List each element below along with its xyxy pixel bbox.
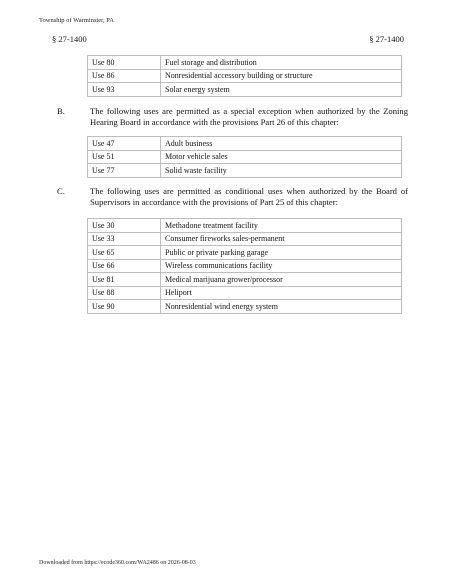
table-row bbox=[88, 69, 402, 83]
use-description: Methadone treatment facility bbox=[161, 219, 402, 233]
use-description: Wireless communications facility bbox=[161, 259, 402, 273]
use-description: Nonresidential accessory building or structure bbox=[161, 69, 402, 83]
use-description: Public or private parking garage bbox=[161, 246, 402, 260]
use-number: Use 80 bbox=[88, 56, 161, 70]
use-number: Use 30 bbox=[88, 219, 161, 233]
paragraph-letter: B. bbox=[57, 106, 65, 116]
use-number: Use 33 bbox=[88, 232, 161, 246]
use-description: Consumer fireworks sales-permanent bbox=[161, 232, 402, 246]
use-number: Use 65 bbox=[88, 246, 161, 260]
use-number: Use 81 bbox=[88, 273, 161, 287]
use-number: Use 90 bbox=[88, 300, 161, 314]
special-exception-table bbox=[87, 136, 402, 178]
table-row bbox=[88, 83, 402, 97]
paragraph-text: The following uses are permitted as a special exception when authorized by the Zoning Hearing Board in accordance with the provisions Part 26 of this chapter: bbox=[90, 106, 408, 127]
table-row bbox=[88, 232, 402, 246]
table-row bbox=[88, 164, 402, 178]
paragraph-letter: C. bbox=[57, 186, 65, 196]
use-number: Use 51 bbox=[88, 150, 161, 164]
use-number: Use 86 bbox=[88, 69, 161, 83]
use-number: Use 77 bbox=[88, 164, 161, 178]
table-row bbox=[88, 300, 402, 314]
use-number: Use 66 bbox=[88, 259, 161, 273]
township-header: Township of Warminster, PA bbox=[39, 17, 114, 24]
permitted-uses-table bbox=[87, 55, 402, 97]
table-row bbox=[88, 246, 402, 260]
section-number-right: § 27-1400 bbox=[369, 34, 404, 44]
use-description: Solar energy system bbox=[161, 83, 402, 97]
table-row bbox=[88, 219, 402, 233]
table-row bbox=[88, 56, 402, 70]
use-number: Use 93 bbox=[88, 83, 161, 97]
table-row bbox=[88, 150, 402, 164]
use-description: Fuel storage and distribution bbox=[161, 56, 402, 70]
table-row bbox=[88, 137, 402, 151]
use-description: Solid waste facility bbox=[161, 164, 402, 178]
use-number: Use 88 bbox=[88, 286, 161, 300]
use-number: Use 47 bbox=[88, 137, 161, 151]
use-description: Nonresidential wind energy system bbox=[161, 300, 402, 314]
section-number-left: § 27-1400 bbox=[52, 34, 87, 44]
paragraph-text: The following uses are permitted as conditional uses when authorized by the Board of Supervisors in accordance with the provisions of Part 25 of this chapter: bbox=[90, 186, 408, 207]
use-description: Medical marijuana grower/processor bbox=[161, 273, 402, 287]
use-description: Adult business bbox=[161, 137, 402, 151]
use-description: Heliport bbox=[161, 286, 402, 300]
use-description: Motor vehicle sales bbox=[161, 150, 402, 164]
table-row bbox=[88, 273, 402, 287]
table-row bbox=[88, 259, 402, 273]
conditional-uses-table bbox=[87, 218, 402, 314]
table-row bbox=[88, 286, 402, 300]
download-footer: Downloaded from https://ecode360.com/WA2486 on 2026-08-03 bbox=[39, 560, 196, 566]
